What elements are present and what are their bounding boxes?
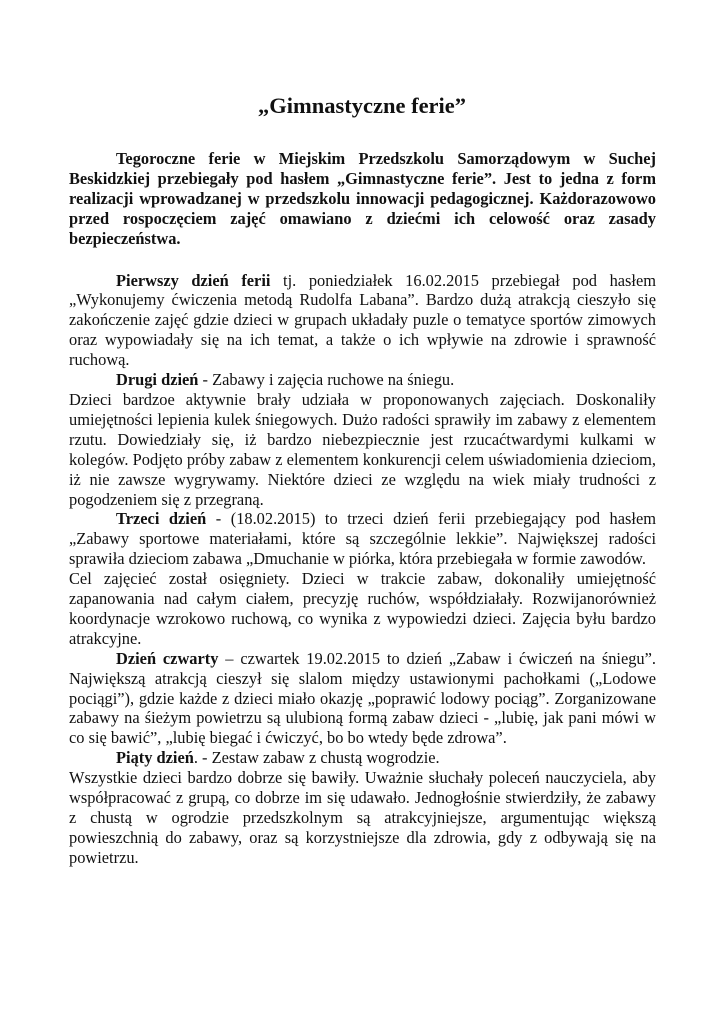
- day5-label: Piąty dzień: [116, 748, 194, 768]
- day3-paragraph: [69, 509, 656, 569]
- day1-label: Pierwszy dzień ferii: [116, 270, 271, 290]
- day5-text: . - Zestaw zabaw z chustą wogrodzie.: [193, 748, 440, 768]
- paragraph-gap: [69, 249, 656, 271]
- day1-paragraph: [69, 271, 656, 371]
- day4-text: – czwartek 19.02.2015 to dzień „Zabaw i ćwiczeń na śniegu”. Największą atrakcją cieszył się slalom między ustawionymi pachołkami („Lodowe pociągi”), gdzie każde z dzieci miało okazję „poprawić lodowy pociąg”. Zorganizowane zabawy na śieżym powietrzu są ulubioną formą zabaw dzieci - „lubię, jak pani mówi w co się bawić”, „lubię biegać i ćwiczyć, bo bo wtedy będe zdrowa”.: [69, 648, 656, 748]
- document-title: „Gimnastyczne ferie”: [257, 93, 467, 118]
- day2-paragraph: Dzieci bardzoe aktywnie brały udziała w proponowanych zajęciach. Doskonaliły umiejętności lepienia kulek śniegowych. Dużo radości sprawiły im zabawy z elementem rzutu. Dowiedziały się, iż bardzo niebezpiecznie jest rzucaćtwardymi kulkami w kolegów. Podjęto próby zabaw z elementem konkurencji celem uświadomienia dzieciom, iż nie zawsze wygrywamy. Niektóre dzieci ze względu na wiek miały trudności z pogodzeniem się z przegraną.: [69, 389, 656, 509]
- day4-paragraph: [69, 649, 656, 749]
- day3-text: - (18.02.2015) to trzeci dzień ferii przebiegający pod hasłem „Zabawy sportowe materiałami, które są szczególnie lekkie”. Największej radości sprawiła dzieciom zabawa „Dmuchanie w piórka, która przebiegała w formie zawodów.: [69, 509, 656, 569]
- day5-heading: [69, 748, 656, 768]
- day2-heading: [69, 370, 656, 390]
- day2-text: - Zabawy i zajęcia ruchowe na śniegu.: [198, 370, 455, 390]
- day2-label: Drugi dzień: [116, 370, 199, 390]
- day3-label: Trzeci dzień: [116, 509, 207, 529]
- document-body: [69, 149, 656, 868]
- intro-paragraph: Tegoroczne ferie w Miejskim Przedszkolu Samorządowym w Suchej Beskidzkiej przebiegały pod hasłem „Gimnastyczne ferie”. Jest to jedna z form realizacji wprowadzanej w przedszkolu innowacji pedagogicznej. Każdorazowowo przed rospoczęciem zajęć omawiano z dziećmi ich celowość oraz zasady bezpieczeństwa.: [69, 149, 656, 248]
- day1-text: tj. poniedziałek 16.02.2015 przebiegał pod hasłem „Wykonujemy ćwiczenia metodą Rudolfa Labana”. Bardzo dużą atrakcją cieszyło się zakończenie zajęć gdzie dzieci w grupach układały puzle o tematyce sportów zimowych oraz wypowiadały się na ich temat, a także o ich wpływie na zdrowie i sprawność ruchową.: [69, 270, 656, 370]
- day4-label: Dzień czwarty: [116, 648, 219, 668]
- day5-paragraph: Wszystkie dzieci bardzo dobrze się bawiły. Uważnie słuchały poleceń nauczyciela, aby współpracować z grupą, co dobrze im się udawało. Jednogłośnie stwierdziły, że zabawy z chustą w ogrodzie przedszkolnym są atrakcyjniejsze, argumentując większą powieszchnią do zabawy, oraz są korzystniejsze dla zdrowia, gdy z odbywają się na powietrzu.: [69, 768, 656, 867]
- day3-summary: Cel zajęcieć został osięgniety. Dzieci w trakcie zabaw, dokonaliły umiejętność zapanowania nad całym ciałem, precyzję ruchów, współdziałały. Rozwijanorównież koordynacje wzrokowo ruchową, co wynika z wypowiedzi dzieci. Zajęcia byłu bardzo atrakcyjne.: [69, 569, 656, 648]
